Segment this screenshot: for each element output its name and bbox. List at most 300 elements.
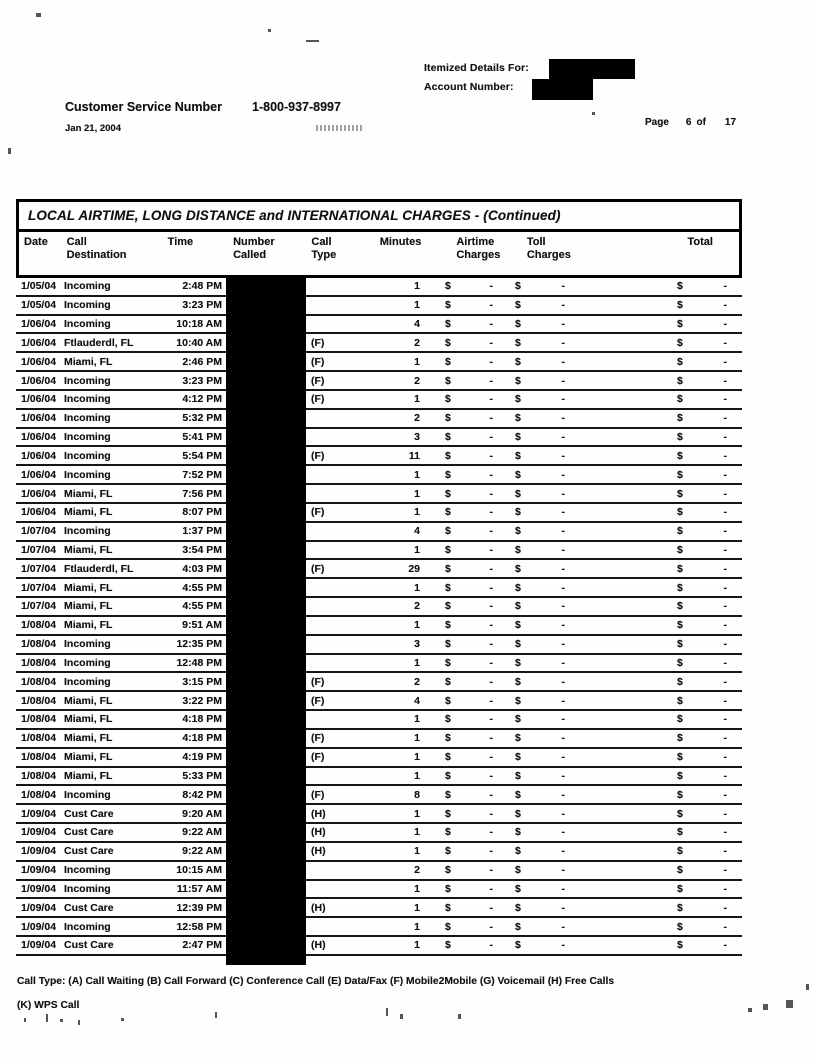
cell-total [667, 711, 742, 728]
cell-date: 1/06/04 [21, 374, 57, 387]
cell-date: 1/08/04 [21, 638, 57, 651]
currency-symbol: $ [445, 562, 451, 575]
amount-value: - [489, 506, 493, 519]
cell-airtime-charges [428, 579, 506, 596]
cell-date: 1/06/04 [21, 506, 57, 519]
table-row [16, 768, 742, 787]
currency-symbol: $ [445, 845, 451, 858]
cell-airtime-charges [428, 523, 506, 540]
cell-time: 2:48 PM [182, 280, 222, 293]
scan-noise [60, 1019, 63, 1022]
amount-value: - [561, 544, 565, 556]
cell-time: 9:22 AM [182, 826, 222, 839]
amount-value: - [561, 449, 565, 462]
cell-date: 1/09/04 [21, 864, 57, 877]
amount-value: - [489, 393, 493, 406]
currency-symbol: $ [677, 807, 683, 820]
cell-spacer [591, 447, 667, 464]
cell-total [667, 579, 742, 596]
cell-time: 4:18 PM [182, 713, 222, 726]
cell-total [667, 937, 742, 954]
amount-value: - [489, 751, 493, 764]
cell-spacer [591, 598, 667, 615]
cell-time: 4:55 PM [182, 600, 222, 613]
cell-date: 1/06/04 [21, 393, 57, 406]
currency-symbol: $ [445, 299, 451, 312]
currency-symbol: $ [677, 336, 683, 349]
cell-airtime-charges [428, 372, 506, 389]
cell-spacer [591, 372, 667, 389]
col-header-date: Date [24, 236, 48, 248]
amount-value: - [561, 713, 565, 726]
cell-call-destination: Incoming [64, 788, 111, 801]
currency-symbol: $ [445, 920, 451, 933]
cell-airtime-charges [428, 711, 506, 728]
cell-airtime-charges [428, 447, 506, 464]
cell-toll-charges [506, 391, 591, 408]
currency-symbol: $ [445, 826, 451, 839]
cell-total [667, 372, 742, 389]
currency-symbol: $ [677, 318, 683, 331]
charges-table [16, 199, 742, 956]
cell-call-destination: Incoming [64, 525, 111, 538]
cell-minutes: 1 [414, 901, 420, 914]
amount-value: - [561, 581, 565, 594]
amount-value: - [561, 901, 565, 914]
currency-symbol: $ [515, 732, 521, 745]
cell-call-destination: Incoming [64, 920, 111, 933]
amount-value: - [723, 544, 727, 556]
cell-toll-charges [506, 805, 591, 822]
cell-date: 1/08/04 [21, 732, 57, 745]
amount-value: - [489, 412, 493, 425]
cell-time: 4:19 PM [182, 751, 222, 764]
cell-date: 1/06/04 [21, 318, 57, 331]
cell-time: 4:03 PM [182, 562, 222, 575]
table-row [16, 429, 742, 448]
currency-symbol: $ [515, 318, 521, 331]
table-row [16, 372, 742, 391]
cell-call-destination: Miami, FL [64, 769, 113, 782]
cell-toll-charges [506, 598, 591, 615]
amount-value: - [561, 562, 565, 575]
cell-minutes: 2 [414, 864, 420, 877]
currency-symbol: $ [677, 355, 683, 368]
currency-symbol: $ [445, 713, 451, 726]
cell-spacer [591, 805, 667, 822]
cell-call-destination: Incoming [64, 638, 111, 651]
cell-airtime-charges [428, 937, 506, 954]
currency-symbol: $ [515, 656, 521, 669]
cell-call-destination: Incoming [64, 318, 111, 331]
cell-minutes: 3 [414, 638, 420, 651]
amount-value: - [561, 732, 565, 745]
page-total: 17 [724, 117, 737, 128]
cell-total [667, 334, 742, 351]
cell-call-type [306, 523, 378, 540]
cell-call-destination: Miami, FL [64, 751, 113, 764]
cell-call-destination: Miami, FL [64, 544, 113, 556]
table-row [16, 598, 742, 617]
table-title: LOCAL AIRTIME, LONG DISTANCE and INTERNATIONAL CHARGES - (Continued) [16, 199, 742, 229]
amount-value: - [489, 318, 493, 331]
page-label: Page [645, 117, 669, 128]
amount-value: - [723, 280, 727, 293]
cell-call-destination: Incoming [64, 280, 111, 293]
cell-toll-charges [506, 523, 591, 540]
table-header [16, 229, 742, 278]
cell-call-destination: Ftlauderdl, FL [64, 336, 134, 349]
cell-call-type: (F) [311, 751, 325, 764]
cell-time: 2:47 PM [182, 939, 222, 952]
cell-total [667, 297, 742, 314]
amount-value: - [561, 807, 565, 820]
cell-toll-charges [506, 730, 591, 747]
col-header-minutes: Minutes [379, 236, 422, 248]
amount-value: - [489, 468, 493, 481]
cell-total [667, 862, 742, 879]
amount-value: - [561, 882, 565, 895]
amount-value: - [561, 318, 565, 331]
cell-minutes: 4 [414, 318, 420, 331]
col-header-airtime-charges: Airtime Charges [456, 236, 501, 261]
cell-time: 5:54 PM [182, 449, 222, 462]
cell-call-type [306, 542, 378, 559]
amount-value: - [561, 487, 565, 500]
cell-date: 1/05/04 [21, 299, 57, 312]
cell-minutes: 2 [414, 600, 420, 613]
cell-minutes: 4 [414, 694, 420, 707]
amount-value: - [561, 299, 565, 312]
cell-date: 1/09/04 [21, 826, 57, 839]
currency-symbol: $ [515, 280, 521, 293]
cell-date: 1/09/04 [21, 939, 57, 952]
cell-minutes: 8 [414, 788, 420, 801]
amount-value: - [489, 280, 493, 293]
currency-symbol: $ [445, 393, 451, 406]
cell-call-destination: Cust Care [64, 939, 114, 952]
cell-minutes: 1 [414, 506, 420, 519]
cell-spacer [591, 316, 667, 333]
cell-time: 11:57 AM [176, 882, 222, 895]
cell-date: 1/05/04 [21, 280, 57, 293]
cell-total [667, 617, 742, 634]
currency-symbol: $ [677, 619, 683, 632]
cell-call-destination: Incoming [64, 393, 111, 406]
cell-airtime-charges [428, 843, 506, 860]
amount-value: - [489, 544, 493, 556]
cell-minutes: 1 [414, 732, 420, 745]
currency-symbol: $ [515, 939, 521, 952]
currency-symbol: $ [445, 280, 451, 293]
cell-call-type: (H) [311, 807, 326, 820]
amount-value: - [723, 845, 727, 858]
cell-date: 1/08/04 [21, 675, 57, 688]
cell-toll-charges [506, 485, 591, 502]
currency-symbol: $ [515, 600, 521, 613]
cell-time: 10:15 AM [176, 864, 222, 877]
amount-value: - [561, 600, 565, 613]
cell-minutes: 1 [414, 619, 420, 632]
cell-call-destination: Miami, FL [64, 713, 113, 726]
col-header-spacer [589, 236, 664, 275]
amount-value: - [723, 713, 727, 726]
currency-symbol: $ [445, 864, 451, 877]
currency-symbol: $ [445, 751, 451, 764]
cell-call-type [306, 316, 378, 333]
cell-airtime-charges [428, 429, 506, 446]
currency-symbol: $ [445, 656, 451, 669]
cell-spacer [591, 429, 667, 446]
cell-minutes: 2 [414, 675, 420, 688]
cell-toll-charges [506, 447, 591, 464]
currency-symbol: $ [445, 374, 451, 387]
cell-minutes: 1 [414, 769, 420, 782]
cell-spacer [591, 824, 667, 841]
cell-date: 1/08/04 [21, 788, 57, 801]
table-row [16, 334, 742, 353]
cell-call-destination: Miami, FL [64, 355, 113, 368]
cell-spacer [591, 749, 667, 766]
cell-time: 5:32 PM [182, 412, 222, 425]
currency-symbol: $ [677, 638, 683, 651]
scan-noise [8, 148, 11, 154]
currency-symbol: $ [677, 280, 683, 293]
table-row [16, 504, 742, 523]
currency-symbol: $ [515, 920, 521, 933]
scan-noise [786, 1000, 793, 1008]
cell-time: 8:42 PM [182, 788, 222, 801]
amount-value: - [561, 619, 565, 632]
currency-symbol: $ [445, 769, 451, 782]
cell-airtime-charges [428, 768, 506, 785]
cell-spacer [591, 334, 667, 351]
cell-date: 1/06/04 [21, 431, 57, 444]
page-current: 6 [685, 117, 692, 128]
cell-call-type [306, 918, 378, 935]
currency-symbol: $ [677, 412, 683, 425]
cell-toll-charges [506, 636, 591, 653]
currency-symbol: $ [515, 412, 521, 425]
currency-symbol: $ [515, 901, 521, 914]
currency-symbol: $ [515, 845, 521, 858]
cell-spacer [591, 730, 667, 747]
currency-symbol: $ [677, 656, 683, 669]
cell-call-type [306, 711, 378, 728]
currency-symbol: $ [515, 374, 521, 387]
cell-call-destination: Miami, FL [64, 619, 113, 632]
cell-airtime-charges [428, 692, 506, 709]
cell-minutes: 1 [414, 845, 420, 858]
cell-airtime-charges [428, 862, 506, 879]
cell-date: 1/08/04 [21, 656, 57, 669]
currency-symbol: $ [677, 732, 683, 745]
cell-airtime-charges [428, 824, 506, 841]
cell-toll-charges [506, 711, 591, 728]
cell-time: 9:20 AM [182, 807, 222, 820]
currency-symbol: $ [677, 525, 683, 538]
amount-value: - [489, 355, 493, 368]
currency-symbol: $ [677, 901, 683, 914]
cell-toll-charges [506, 297, 591, 314]
cell-time: 4:55 PM [182, 581, 222, 594]
currency-symbol: $ [445, 431, 451, 444]
currency-symbol: $ [677, 431, 683, 444]
amount-value: - [561, 431, 565, 444]
amount-value: - [561, 826, 565, 839]
cell-date: 1/09/04 [21, 920, 57, 933]
redaction-bar-number-called [226, 278, 306, 965]
cell-spacer [591, 485, 667, 502]
cell-minutes: 1 [414, 826, 420, 839]
table-row [16, 730, 742, 749]
currency-symbol: $ [445, 355, 451, 368]
currency-symbol: $ [677, 675, 683, 688]
currency-symbol: $ [515, 694, 521, 707]
call-type-legend: Call Type: (A) Call Waiting (B) Call Forward (C) Conference Call (E) Data/Fax (F) Mobile2Mobile (G) Voicemail (H) Free Calls [17, 976, 615, 987]
cell-toll-charges [506, 937, 591, 954]
amount-value: - [723, 468, 727, 481]
scan-noise [121, 1018, 124, 1021]
cell-time: 8:07 PM [182, 506, 222, 519]
cell-time: 7:52 PM [182, 468, 222, 481]
statement-date: Jan 21, 2004 [65, 123, 121, 134]
currency-symbol: $ [445, 468, 451, 481]
customer-service-label: Customer Service Number [65, 100, 223, 114]
cell-call-destination: Incoming [64, 864, 111, 877]
cell-spacer [591, 617, 667, 634]
currency-symbol: $ [515, 638, 521, 651]
amount-value: - [561, 939, 565, 952]
amount-value: - [723, 525, 727, 538]
amount-value: - [489, 920, 493, 933]
amount-value: - [723, 751, 727, 764]
currency-symbol: $ [515, 675, 521, 688]
cell-spacer [591, 636, 667, 653]
currency-symbol: $ [515, 826, 521, 839]
cell-date: 1/07/04 [21, 525, 57, 538]
cell-call-destination: Incoming [64, 468, 111, 481]
col-header-number-called: Number Called [233, 236, 275, 261]
cell-call-type [306, 617, 378, 634]
table-row [16, 749, 742, 768]
cell-minutes: 1 [414, 487, 420, 500]
amount-value: - [561, 374, 565, 387]
cell-airtime-charges [428, 617, 506, 634]
amount-value: - [561, 355, 565, 368]
cell-call-destination: Incoming [64, 449, 111, 462]
currency-symbol: $ [445, 318, 451, 331]
amount-value: - [489, 788, 493, 801]
cell-spacer [591, 768, 667, 785]
cell-date: 1/08/04 [21, 619, 57, 632]
col-header-toll-charges: Toll Charges [526, 236, 571, 261]
cell-date: 1/06/04 [21, 449, 57, 462]
cell-call-type [306, 466, 378, 483]
amount-value: - [723, 826, 727, 839]
scan-noise [386, 1008, 388, 1016]
amount-value: - [723, 600, 727, 613]
currency-symbol: $ [445, 638, 451, 651]
cell-toll-charges [506, 466, 591, 483]
col-header-call-destination: Call Destination [66, 236, 127, 261]
cell-date: 1/09/04 [21, 901, 57, 914]
cell-airtime-charges [428, 504, 506, 521]
amount-value: - [561, 412, 565, 425]
scan-noise [215, 1012, 217, 1018]
scan-noise [763, 1004, 768, 1010]
cell-call-type: (F) [311, 694, 325, 707]
cell-spacer [591, 466, 667, 483]
cell-call-destination: Miami, FL [64, 600, 113, 613]
cell-call-destination: Incoming [64, 431, 111, 444]
currency-symbol: $ [677, 939, 683, 952]
cell-minutes: 1 [414, 355, 420, 368]
table-row [16, 636, 742, 655]
cell-total [667, 278, 742, 295]
cell-toll-charges [506, 692, 591, 709]
cell-call-type: (H) [311, 901, 326, 914]
amount-value: - [723, 939, 727, 952]
amount-value: - [723, 299, 727, 312]
scan-noise [458, 1014, 461, 1019]
cell-call-destination: Incoming [64, 675, 111, 688]
wps-note: (K) WPS Call [17, 1000, 80, 1011]
currency-symbol: $ [515, 713, 521, 726]
cell-total [667, 560, 742, 577]
cell-time: 3:22 PM [182, 694, 222, 707]
cell-date: 1/08/04 [21, 751, 57, 764]
amount-value: - [489, 732, 493, 745]
cell-time: 7:56 PM [182, 487, 222, 500]
cell-time: 12:39 PM [176, 901, 222, 914]
cell-date: 1/09/04 [21, 882, 57, 895]
cell-call-destination: Ftlauderdl, FL [64, 562, 134, 575]
table-row [16, 937, 742, 956]
table-row [16, 617, 742, 636]
cell-total [667, 504, 742, 521]
amount-value: - [561, 694, 565, 707]
cell-date: 1/08/04 [21, 769, 57, 782]
cell-date: 1/09/04 [21, 807, 57, 820]
cell-call-type [306, 768, 378, 785]
scan-noise [400, 1014, 403, 1019]
page-of-label: of [696, 117, 706, 128]
cell-time: 9:22 AM [182, 845, 222, 858]
cell-total [667, 673, 742, 690]
cell-minutes: 1 [414, 939, 420, 952]
table-row [16, 711, 742, 730]
cell-date: 1/06/04 [21, 412, 57, 425]
currency-symbol: $ [445, 901, 451, 914]
amount-value: - [723, 412, 727, 425]
amount-value: - [723, 638, 727, 651]
table-row [16, 485, 742, 504]
cell-spacer [591, 579, 667, 596]
cell-time: 12:58 PM [176, 920, 222, 933]
amount-value: - [723, 374, 727, 387]
cell-call-type: (F) [311, 355, 325, 368]
cell-date: 1/07/04 [21, 581, 57, 594]
currency-symbol: $ [515, 882, 521, 895]
amount-value: - [489, 845, 493, 858]
amount-value: - [723, 581, 727, 594]
cell-minutes: 1 [414, 713, 420, 726]
cell-airtime-charges [428, 899, 506, 916]
cell-toll-charges [506, 673, 591, 690]
cell-call-destination: Miami, FL [64, 581, 113, 594]
cell-airtime-charges [428, 636, 506, 653]
